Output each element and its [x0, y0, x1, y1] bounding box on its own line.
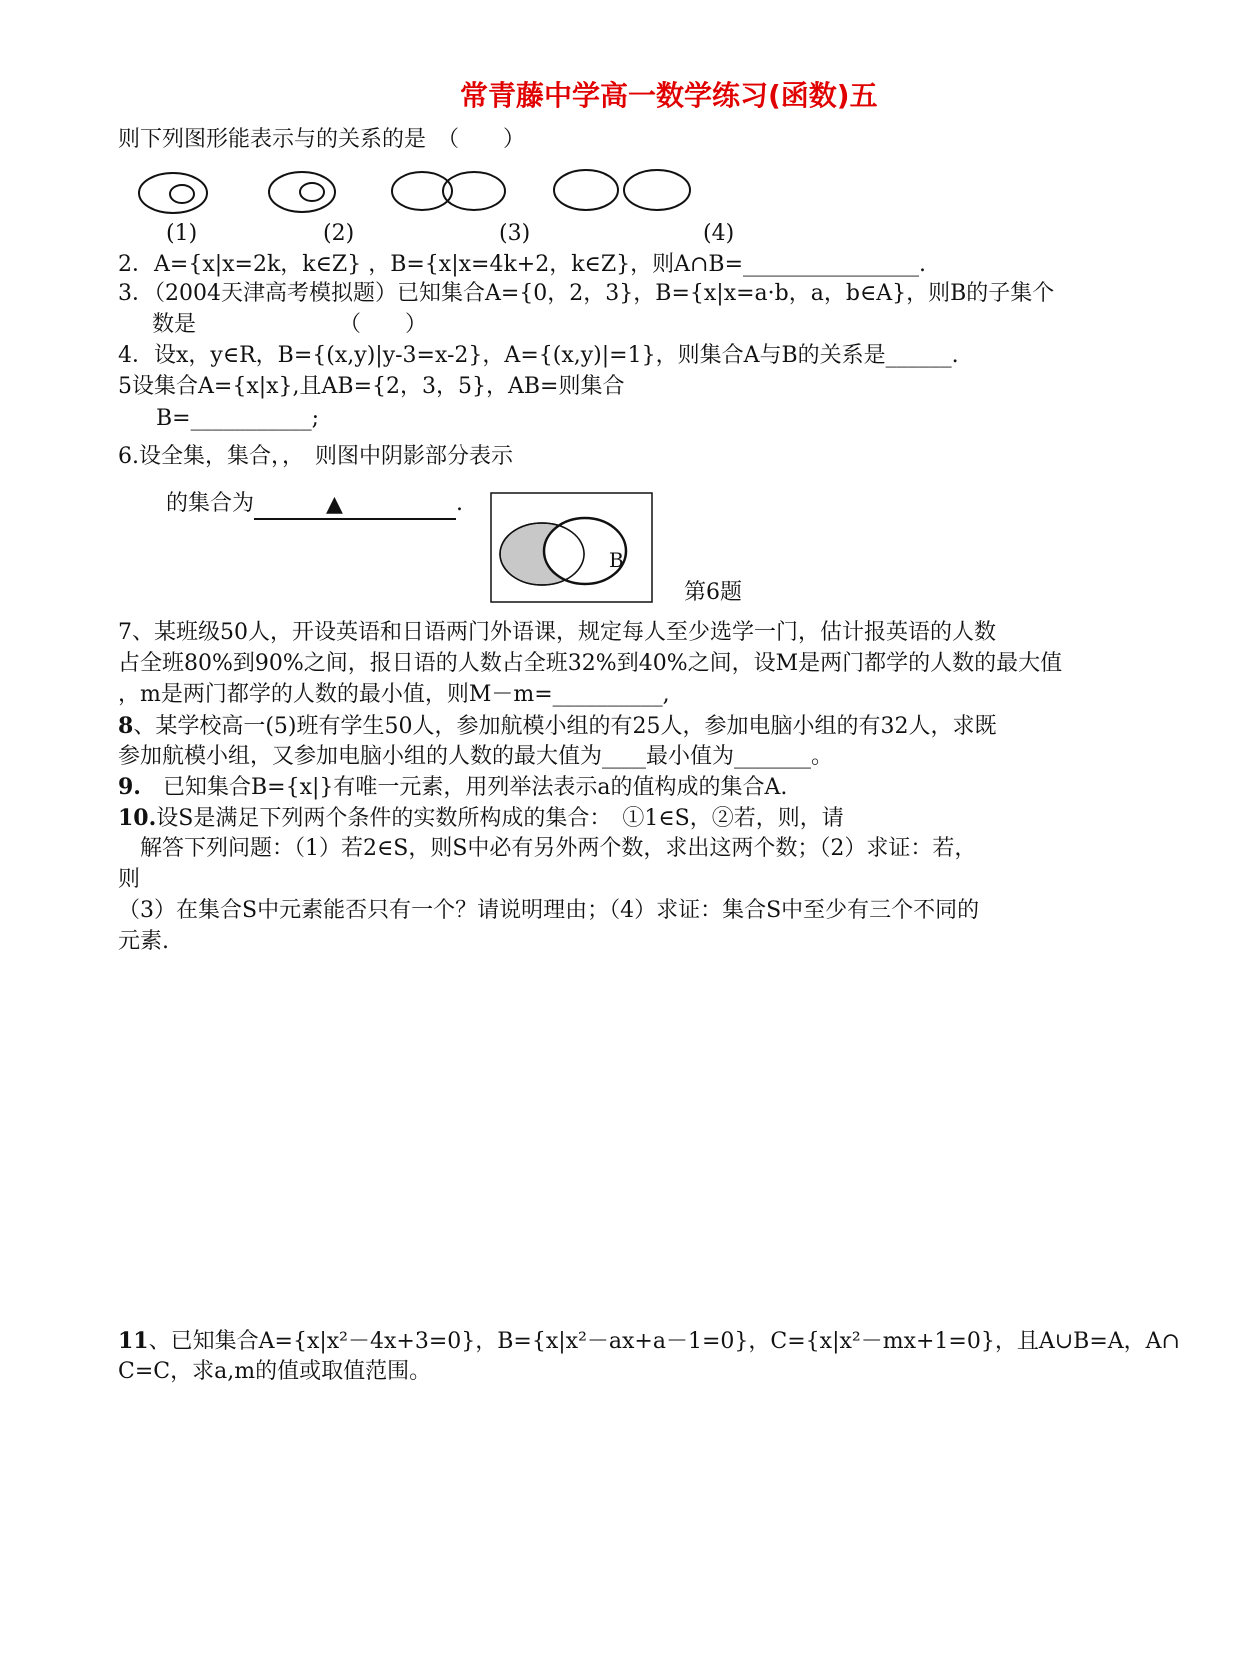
- figure-4-separate-ellipses: [554, 170, 690, 210]
- question-8-line-2: 参加航模小组，又参加电脑小组的人数的最大值为____最小值为_______。: [118, 744, 834, 769]
- figure-2-nested-ellipses: [269, 172, 335, 212]
- figure-3-overlapping-ellipses: [392, 172, 505, 210]
- question-9-text: 9. 已知集合B={x|}有唯一元素，用列举法表示a的值构成的集合A.: [118, 774, 788, 800]
- venn-label-b: B: [609, 548, 624, 572]
- question-6-dot: .: [456, 491, 464, 516]
- question-10-line-2: 解答下列问题：（1）若2∈S，则S中必有另外两个数，求出这两个数；（2）求证：若，: [140, 836, 977, 861]
- figure-label-3: (3): [499, 221, 531, 246]
- question-10-line-3: 则: [118, 867, 141, 892]
- question-9-number: 9.: [118, 774, 141, 800]
- question-11-number: 11: [118, 1328, 149, 1354]
- question-2-text: 2．A={x|x=2k，k∈Z} ，B={x|x=4k+2，k∈Z}，则A∩B=________________.: [118, 252, 927, 277]
- question-7-line-1: 7、某班级50人，开设英语和日语两门外语课，规定每人至少选学一门，估计报英语的人数: [118, 620, 996, 645]
- figure-label-4: (4): [703, 221, 735, 246]
- answer-blank: [254, 492, 456, 520]
- triangle-marker: ▲: [326, 492, 343, 517]
- question-6-line-1: 6.设全集，集合，， 则图中阴影部分表示: [118, 444, 513, 469]
- question-7-line-3: ，m是两门都学的人数的最小值，则M－m=__________,: [118, 682, 670, 707]
- question-10-line-5: 元素.: [118, 929, 169, 954]
- question-11-line-1: 11、已知集合A={x|x²－4x+3=0}，B={x|x²－ax+a－1=0}，C={x|x²－mx+1=0}，且A∪B=A，A∩: [118, 1328, 1180, 1354]
- question-10-number: 10.: [118, 805, 157, 831]
- figure-1-nested-ellipses: [139, 173, 207, 213]
- question-7-line-2: 占全班80%到90%之间，报日语的人数占全班32%到40%之间，设M是两门都学的人数的最大值: [118, 651, 1063, 676]
- question-6-prefix: 的集合为: [166, 491, 255, 516]
- question-11-line-2: C=C，求a,m的值或取值范围。: [118, 1359, 432, 1384]
- question-3-line-1: 3．（2004天津高考模拟题）已知集合A={0，2，3}，B={x|x=a·b，a，b∈A}，则B的子集个: [118, 281, 1055, 306]
- question-6-answer-line: [166, 488, 463, 520]
- figure-label-1: (1): [166, 221, 198, 246]
- figure-label-2: (2): [323, 221, 355, 246]
- question-4-text: 4．设x，y∈R，B={(x,y)|y-3=x-2}，A={(x,y)|=1}，则集合A与B的关系是______.: [118, 343, 959, 368]
- question-10-line-4: （3）在集合S中元素能否只有一个？请说明理由；（4）求证：集合S中至少有三个不同的: [118, 898, 980, 923]
- question-1-text: 则下列图形能表示与的关系的是 （ ）: [118, 127, 526, 152]
- page-title: 常青藤中学高一数学练习(函数)五: [460, 79, 878, 112]
- question-5-line-2: B=___________;: [156, 406, 320, 431]
- q1-venn-figures: [0, 160, 720, 230]
- question-8-line-1: 8、某学校高一(5)班有学生50人，参加航模小组的有25人，参加电脑小组的有32人，求既: [118, 713, 997, 739]
- question-5-line-1: 5设集合A={x|x},且AB={2，3，5}，AB=则集合: [118, 374, 625, 399]
- q6-venn-diagram: [490, 492, 655, 604]
- question-10-line-1: 10.设S是满足下列两个条件的实数所构成的集合： ①1∈S，②若，则，请: [118, 805, 844, 831]
- question-3-line-2: 数是 （ ）: [152, 312, 428, 337]
- question-6-caption: 第6题: [684, 580, 742, 605]
- question-8-number: 8: [118, 713, 134, 739]
